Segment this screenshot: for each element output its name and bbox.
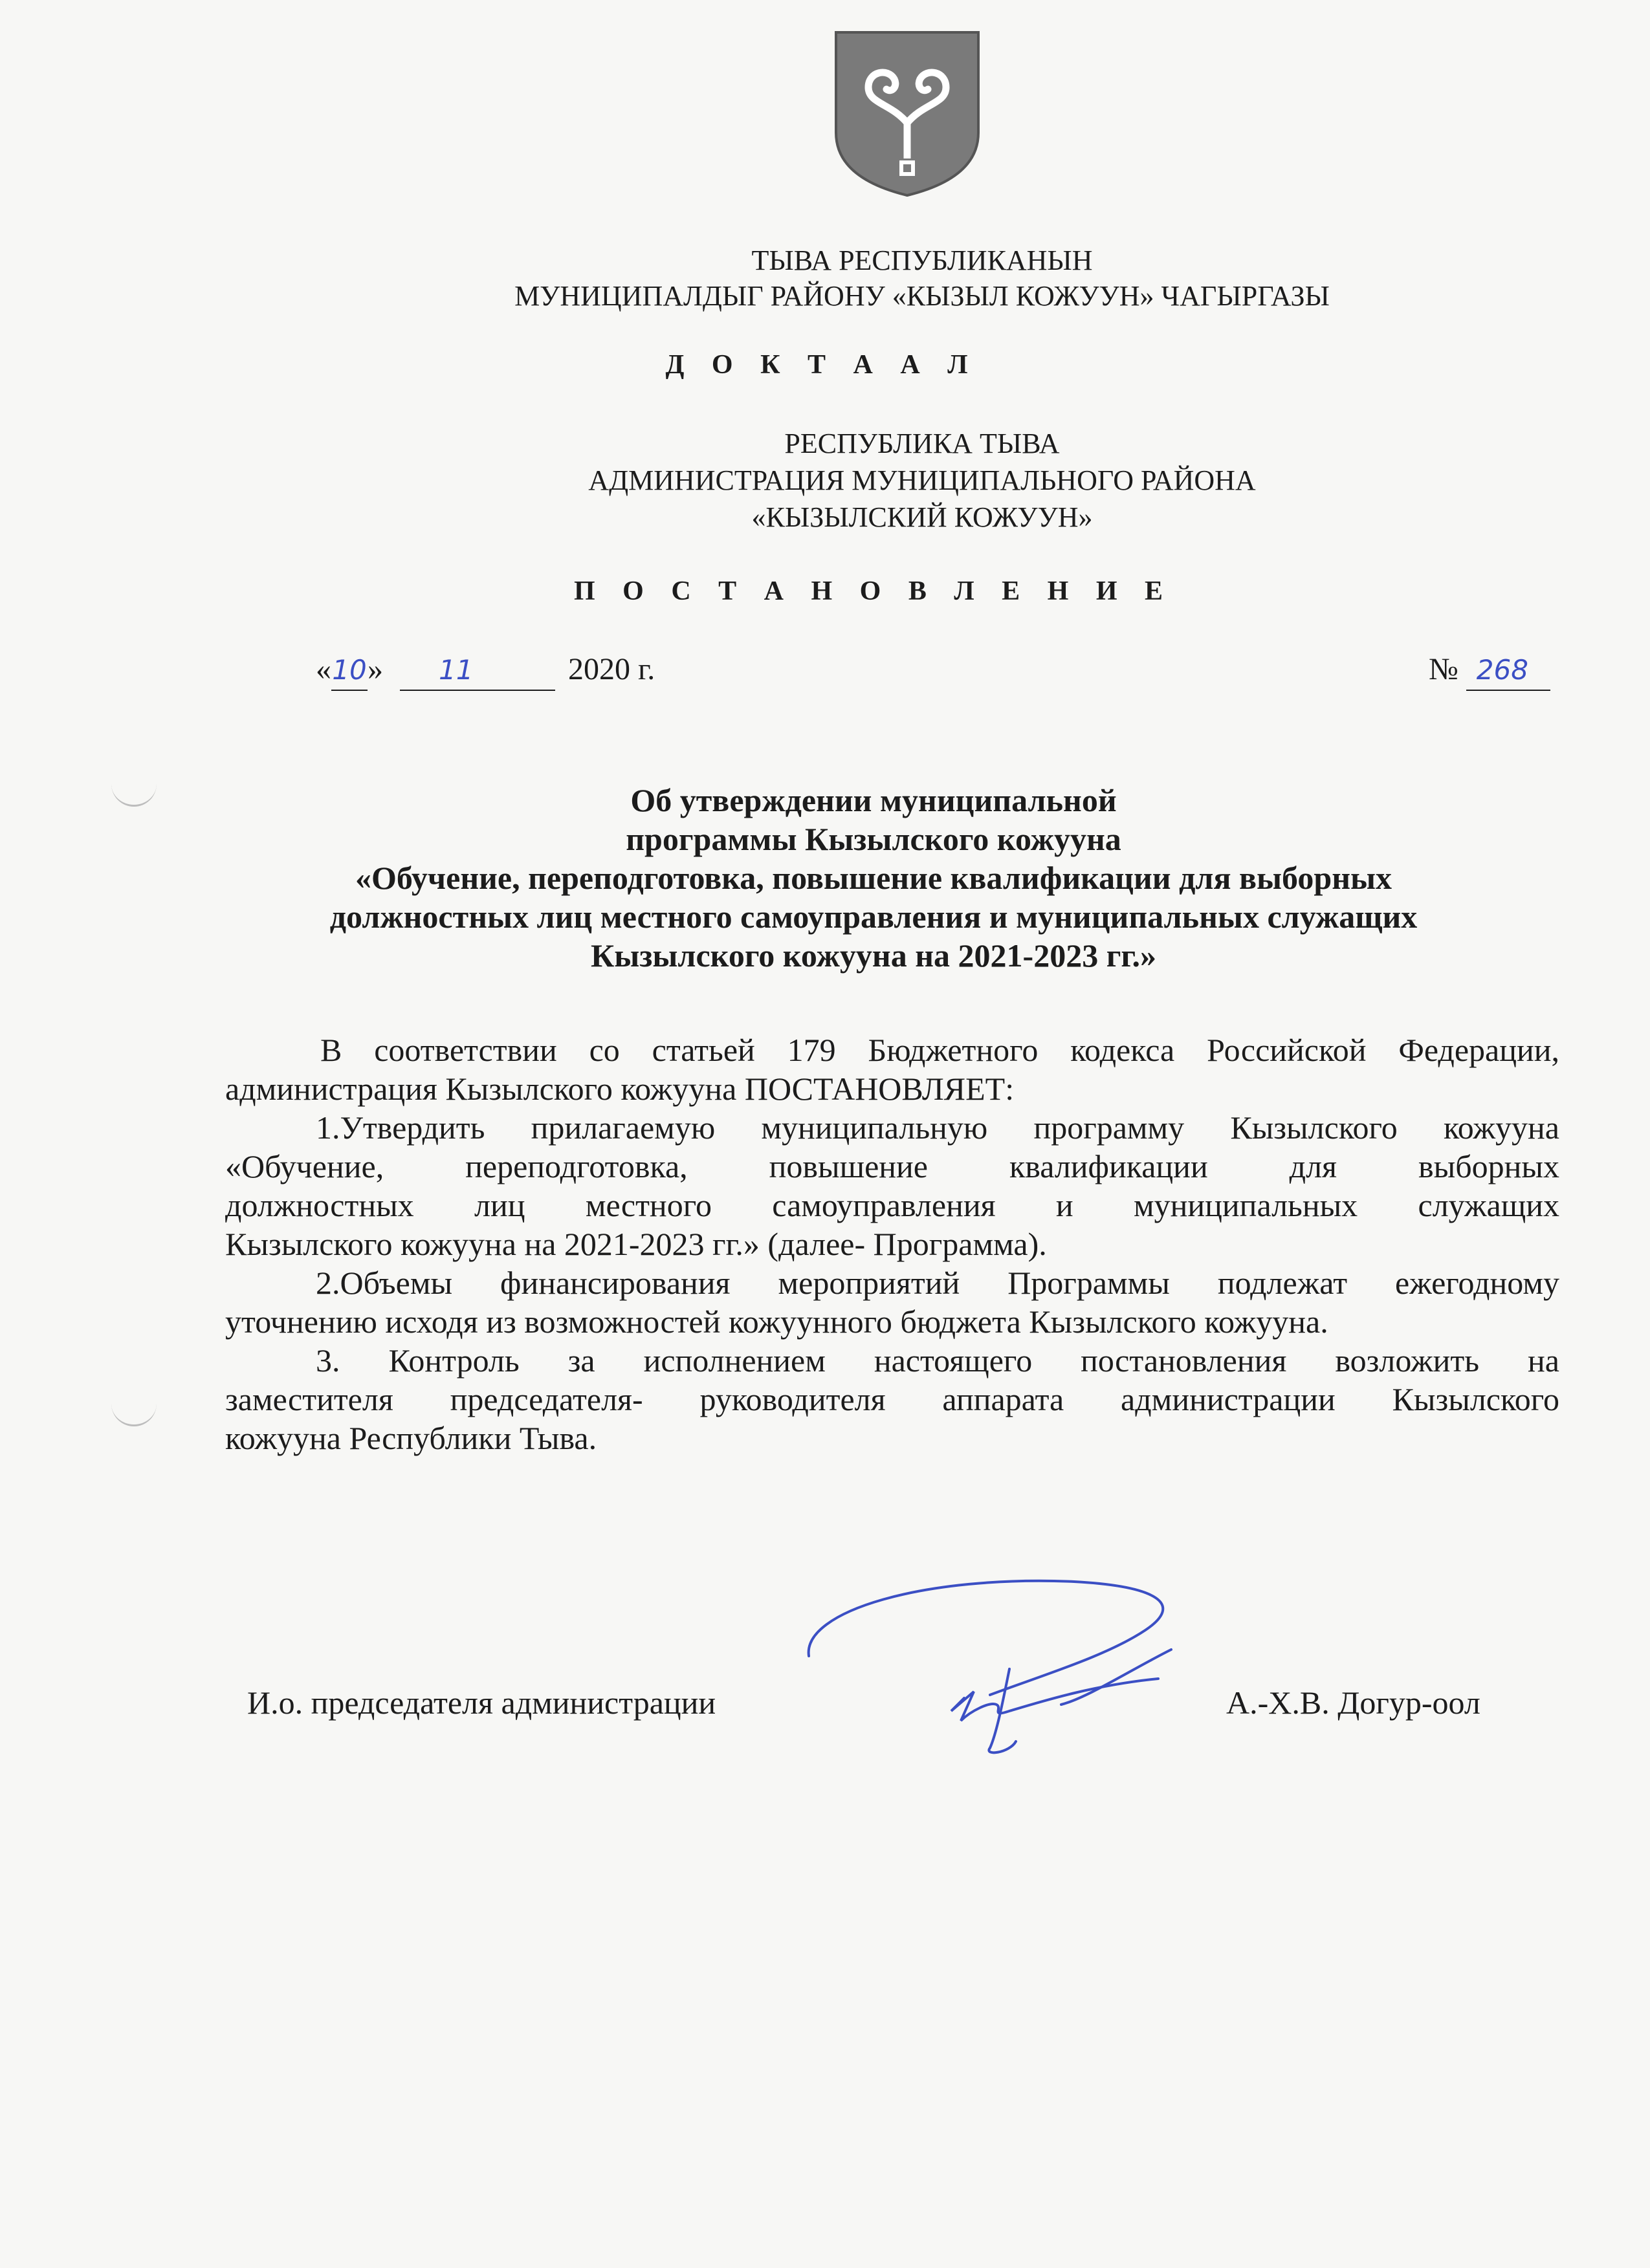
month-field (400, 650, 555, 691)
russian-header-line2: АДМИНИСТРАЦИЯ МУНИЦИПАЛЬНОГО РАЙОНА (588, 464, 1256, 496)
title-line2: программы Кызылского кожууна (626, 821, 1121, 857)
day-value: 10 (332, 654, 367, 686)
russian-doc-type: П О С Т А Н О В Л Е Н И Е (573, 576, 1174, 606)
year: 2020 г. (568, 652, 655, 686)
body-p3-line2: уточнению исходя из возможностей кожуунного бюджета Кызылского кожууна. (225, 1303, 1328, 1340)
signature-name: А.-Х.В. Догур-оол (1226, 1685, 1480, 1721)
title-line1: Об утверждении муниципальной (630, 782, 1117, 818)
tuvan-header-line2: МУНИЦИПАЛДЫГ РАЙОНУ «КЫЗЫЛ КОЖУУН» ЧАГЫРГАЗЫ (514, 280, 1330, 312)
close-quote: » (368, 652, 383, 686)
title-line3: «Обучение, переподготовка, повышение квалификации для выборных (355, 860, 1392, 896)
russian-header-line1: РЕСПУБЛИКА ТЫВА (784, 428, 1060, 459)
tuvan-header-line1: ТЫВА РЕСПУБЛИКАНЫН (751, 245, 1093, 276)
title-line5: Кызылского кожууна на 2021-2023 гг.» (591, 937, 1156, 974)
body-p2-line4: Кызылского кожууна на 2021-2023 гг.» (далее- Программа). (225, 1226, 1047, 1262)
body-p2-line1: 1.Утвердить прилагаемую муниципальную программу Кызылского кожууна (316, 1109, 1559, 1146)
body-p3-line1: 2.Объемы финансирования мероприятий Программы подлежат ежегодному (316, 1265, 1559, 1301)
day-field (331, 650, 368, 691)
coat-of-arms-icon (830, 26, 985, 201)
number-label: № (1429, 652, 1458, 686)
open-quote: « (316, 652, 331, 686)
body-p4-line1: 3. Контроль за исполнением настоящего постановления возложить на (316, 1342, 1559, 1379)
number-field (1466, 650, 1550, 691)
month-value: 11 (439, 654, 474, 686)
body-p4-line3: кожууна Республики Тыва. (225, 1420, 597, 1456)
date-line (316, 650, 655, 691)
body-p1-line2: администрация Кызылского кожууна ПОСТАНОВЛЯЕТ: (225, 1071, 1015, 1107)
signature-icon (796, 1572, 1197, 1760)
body-p1-line1: В соответствии со статьей 179 Бюджетного кодекса Российской Федерации, (320, 1032, 1559, 1068)
body-p4-line2: заместителя председателя- руководителя аппарата администрации Кызылского (225, 1381, 1559, 1417)
body-p2-line2: «Обучение, переподготовка, повышение квалификации для выборных (225, 1148, 1559, 1184)
title-line4: должностных лиц местного самоуправления и муниципальных служащих (329, 899, 1418, 935)
russian-header-line3: «КЫЗЫЛСКИЙ КОЖУУН» (751, 501, 1093, 533)
punch-hole-bottom (111, 1402, 157, 1426)
signature-position: И.о. председателя администрации (247, 1685, 716, 1721)
body-p2-line3: должностных лиц местного самоуправления и муниципальных служащих (225, 1187, 1559, 1223)
tuvan-doc-type: Д О К Т А А Л (665, 350, 978, 380)
number-line (1429, 650, 1550, 691)
number-value: 268 (1476, 654, 1528, 686)
